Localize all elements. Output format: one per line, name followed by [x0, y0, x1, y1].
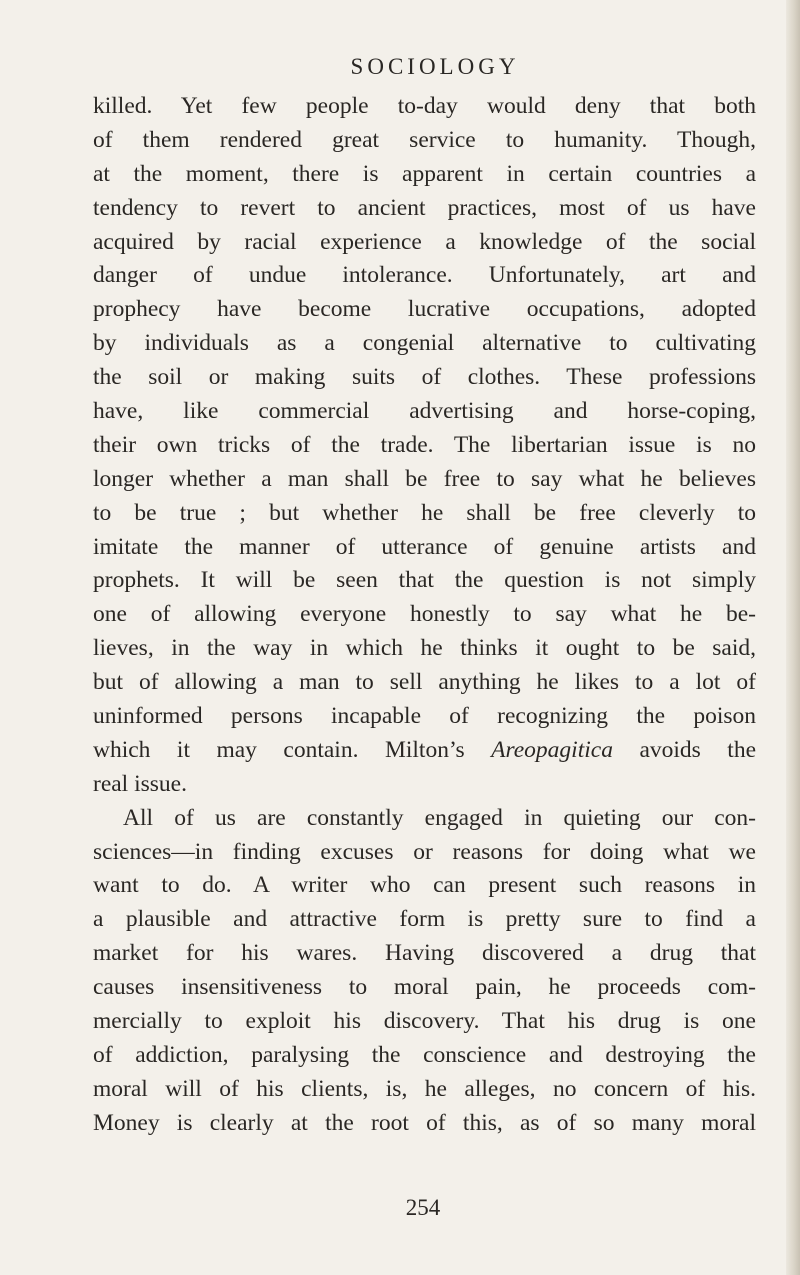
- text-line: of addiction, paralysing the conscience and destroying the: [93, 1041, 756, 1068]
- page-edge-shadow: [786, 0, 800, 1275]
- body-text: [93, 90, 756, 1141]
- text-line: longer whether a man shall be free to say what he believes: [93, 465, 756, 492]
- book-title: Areopagitica: [491, 736, 613, 763]
- text-line-end: avoids the: [639, 736, 757, 763]
- text-line: at the moment, there is apparent in certain countries a: [93, 160, 756, 187]
- text-line: prophets. It will be seen that the question is not simply: [93, 567, 756, 594]
- text-line: danger of undue intolerance. Unfortunately, art and: [93, 262, 756, 289]
- text-line: real issue.: [93, 770, 187, 797]
- text-line: but of allowing a man to sell anything he likes to a lot of: [93, 669, 756, 696]
- text-line: tendency to revert to ancient practices, most of us have: [93, 194, 756, 221]
- paragraph-start-line: All of us are constantly engaged in quieting our con-: [123, 804, 756, 831]
- text-line: their own tricks of the trade. The libertarian issue is no: [93, 431, 756, 458]
- page-number: 254: [405, 1195, 441, 1220]
- text-line: to be true ; but whether he shall be free cleverly to: [93, 499, 756, 526]
- text-line: prophecy have become lucrative occupations, adopted: [93, 296, 756, 323]
- text-line: of them rendered great service to humanity. Though,: [93, 126, 756, 153]
- text-line: acquired by racial experience a knowledge of the social: [93, 228, 756, 255]
- text-line: causes insensitiveness to moral pain, he proceeds com-: [93, 974, 756, 1001]
- text-line: moral will of his clients, is, he alleges, no concern of his.: [93, 1075, 756, 1102]
- text-line: one of allowing everyone honestly to say what he be-: [93, 601, 756, 628]
- text-line: imitate the manner of utterance of genuine artists and: [93, 533, 756, 560]
- text-line-start: which it may contain. Milton’s: [93, 736, 465, 763]
- text-line: market for his wares. Having discovered a drug that: [93, 940, 756, 967]
- text-line: the soil or making suits of clothes. These professions: [93, 364, 756, 391]
- text-line: lieves, in the way in which he thinks it ought to be said,: [93, 635, 756, 662]
- text-line-with-title: [93, 734, 756, 768]
- text-line: mercially to exploit his discovery. That his drug is one: [93, 1008, 756, 1035]
- text-line: killed. Yet few people to-day would deny that both: [93, 93, 756, 119]
- text-line: Money is clearly at the root of this, as of so many moral: [93, 1109, 756, 1136]
- text-line: uninformed persons incapable of recognizing the poison: [93, 703, 756, 730]
- running-head: SOCIOLOGY: [350, 54, 520, 79]
- text-line: a plausible and attractive form is pretty sure to find a: [93, 906, 756, 933]
- text-line: sciences—in finding excuses or reasons for doing what we: [93, 838, 756, 865]
- text-line: by individuals as a congenial alternative to cultivating: [93, 330, 756, 357]
- text-line: have, like commercial advertising and horse-coping,: [93, 398, 756, 425]
- text-line: want to do. A writer who can present such reasons in: [93, 872, 756, 899]
